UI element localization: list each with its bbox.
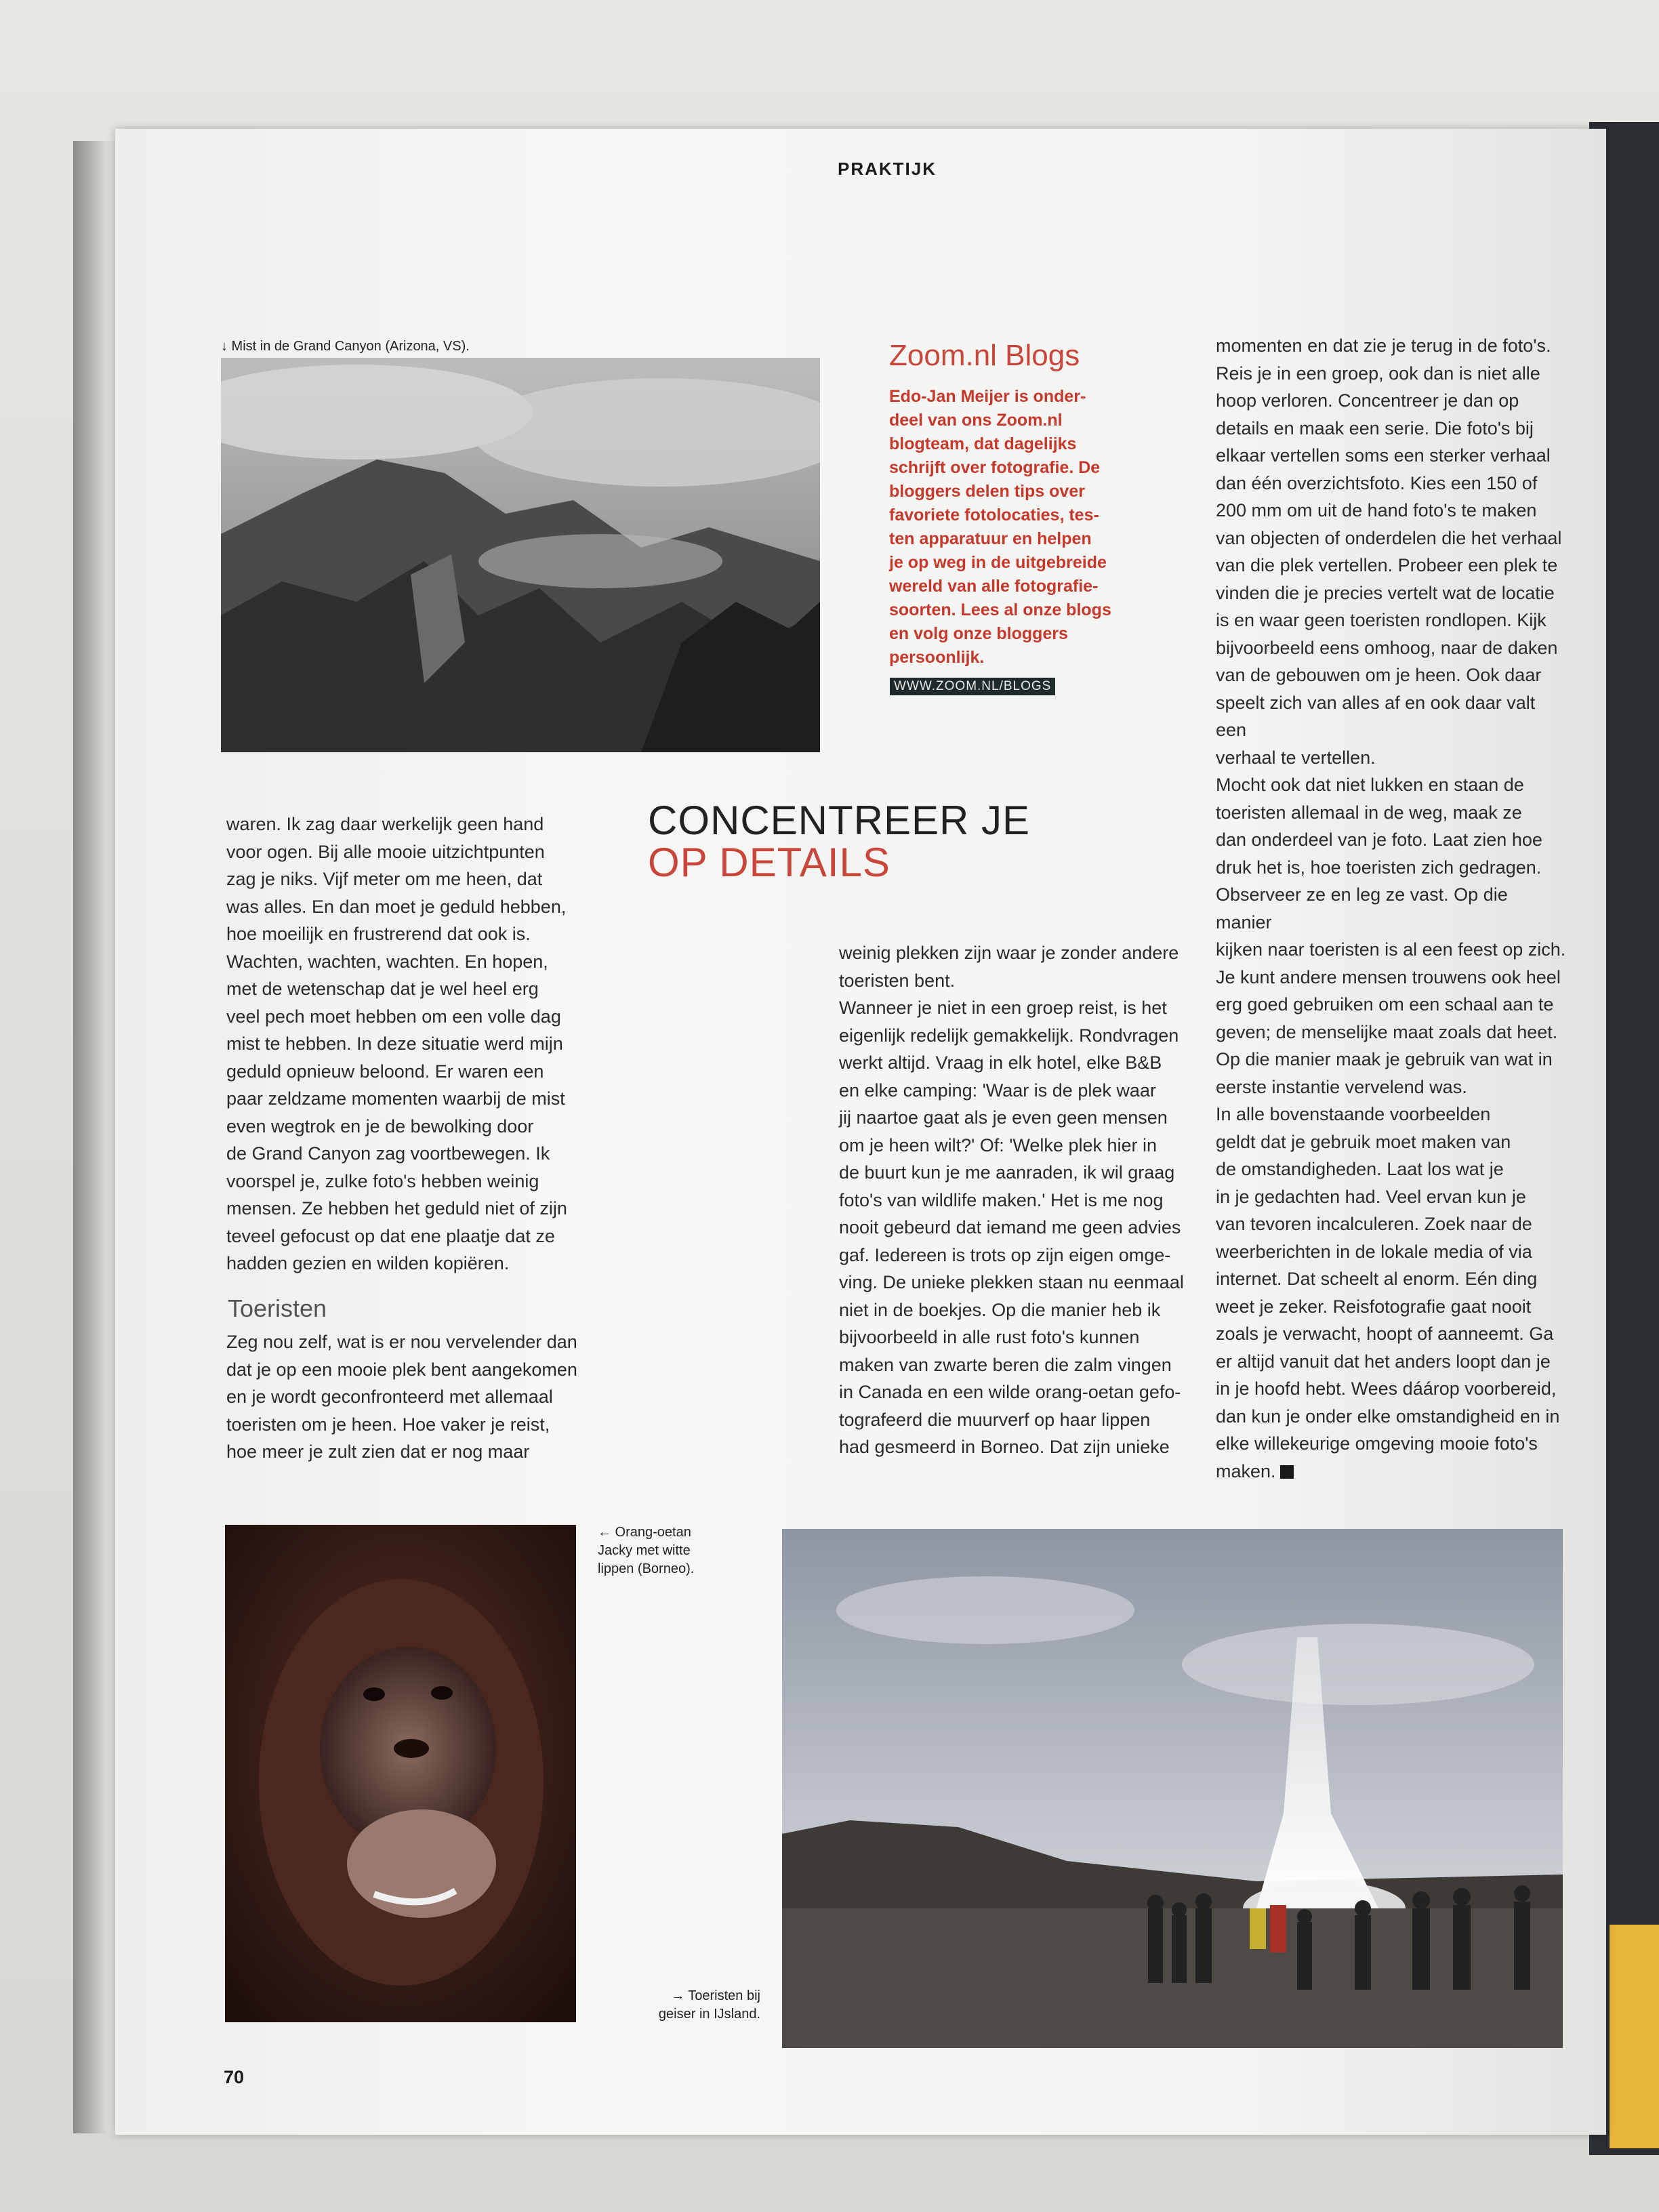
adjacent-magazine-yellow-band: [1610, 1925, 1659, 2148]
text-line: van tevoren incalculeren. Zoek naar de: [1216, 1214, 1532, 1234]
geyser-photo: [782, 1529, 1563, 2048]
blog-box-line: wereld van alle fotografie-: [889, 577, 1099, 596]
text-line: Wanneer je niet in een groep reist, is het: [839, 998, 1167, 1018]
blog-box-line: persoonlijk.: [889, 648, 985, 667]
text-line: ving. De unieke plekken staan nu eenmaal: [839, 1272, 1184, 1292]
text-line: in je hoofd hebt. Wees dáárop voorbereid,: [1216, 1378, 1557, 1399]
orangutan-photo: [225, 1525, 576, 2022]
text-line: bijvoorbeeld eens omhoog, naar de daken: [1216, 637, 1558, 658]
text-line: in je gedachten had. Veel ervan kun je: [1216, 1186, 1526, 1207]
text-line: nooit gebeurd dat iemand me geen advies: [839, 1217, 1181, 1237]
column-left: [226, 811, 606, 1277]
text-line: weinig plekken zijn waar je zonder andere: [839, 943, 1179, 963]
text-line: de omstandigheden. Laat los wat je: [1216, 1159, 1504, 1179]
text-line: dan kun je onder elke omstandigheid en in: [1216, 1406, 1560, 1427]
text-line: waren. Ik zag daar werkelijk geen hand: [226, 814, 544, 834]
text-line: verhaal te vertellen.: [1216, 747, 1376, 768]
grand-canyon-caption: ↓ Mist in de Grand Canyon (Arizona, VS).: [221, 339, 470, 354]
text-line: werkt altijd. Vraag in elk hotel, elke B&B: [839, 1052, 1162, 1073]
blog-box-line: ten apparatuur en helpen: [889, 529, 1092, 548]
column-middle: [839, 939, 1218, 1461]
text-line: 200 mm om uit de hand foto's te maken: [1216, 500, 1537, 520]
text-line: paar zeldzame momenten waarbij de mist: [226, 1088, 565, 1109]
blog-box-line: je op weg in de uitgebreide: [889, 553, 1107, 572]
grand-canyon-photo: [221, 358, 820, 752]
text-line: hoop verloren. Concentreer je dan op: [1216, 390, 1519, 411]
text-line: teveel gefocust op dat ene plaatje dat ze: [226, 1225, 555, 1246]
text-line: elke willekeurige omgeving mooie foto's: [1216, 1433, 1538, 1454]
text-line: toeristen allemaal in de weg, maak ze: [1216, 802, 1522, 823]
text-line-end: maken.: [1216, 1460, 1276, 1481]
text-line: zoals je verwacht, hoopt of aanneemt. Ga: [1216, 1324, 1554, 1344]
section-label: PRAKTIJK: [838, 159, 937, 179]
end-of-article-mark: [1280, 1465, 1294, 1479]
text-line: weerberichten in de lokale media of via: [1216, 1241, 1532, 1262]
page-number: 70: [224, 2067, 245, 2087]
blog-box-line: en volg onze bloggers: [889, 624, 1068, 643]
text-line: elkaar vertellen soms een sterker verhaal: [1216, 445, 1551, 466]
blog-box-line: blogteam, dat dagelijks: [889, 434, 1077, 453]
text-line: dat je op een mooie plek bent aangekomen: [226, 1359, 577, 1380]
text-line: vinden die je precies vertelt wat de locatie: [1216, 582, 1555, 603]
text-line: Zeg nou zelf, wat is er nou vervelender dan: [226, 1332, 577, 1352]
article-headline: [648, 800, 1030, 884]
headline-line-1: CONCENTREER JE: [648, 798, 1031, 843]
text-line: jij naartoe gaat als je even geen mensen: [839, 1107, 1168, 1128]
text-line: niet in de boekjes. Op die manier heb ik: [839, 1299, 1161, 1320]
text-line: en je wordt geconfronteerd met allemaal: [226, 1387, 553, 1407]
text-line: veel pech moet hebben om een volle dag: [226, 1006, 561, 1027]
text-line: hoe moeilijk en frustrerend dat ook is.: [226, 924, 531, 944]
text-line: voorspel je, zulke foto's hebben weinig: [226, 1170, 539, 1191]
text-line: Je kunt andere mensen trouwens ook heel: [1216, 966, 1561, 987]
text-line: in Canada en een wilde orang-oetan gefo-: [839, 1382, 1181, 1402]
blog-box-line: soorten. Lees al onze blogs: [889, 600, 1111, 619]
text-line: Reis je in een groep, ook dan is niet alle: [1216, 363, 1540, 384]
text-line: In alle bovenstaande voorbeelden: [1216, 1104, 1491, 1124]
text-line: speelt zich van alles af en ook daar valt een: [1216, 692, 1536, 740]
column-right: [1216, 332, 1568, 1485]
caption-line: → Toeristen bij: [671, 1988, 760, 2003]
text-line: de buurt kun je me aanraden, ik wil graag: [839, 1162, 1175, 1183]
text-line: erg goed gebruiken om een schaal aan te: [1216, 994, 1554, 1015]
column-left-2: [226, 1328, 606, 1466]
text-line: de Grand Canyon zag voortbewegen. Ik: [226, 1143, 550, 1164]
text-line: internet. Dat scheelt al enorm. Eén ding: [1216, 1269, 1538, 1289]
text-line: tografeerd die muurverf op haar lippen: [839, 1409, 1151, 1430]
subhead-toeristen: Toeristen: [228, 1294, 327, 1322]
blog-box-line: bloggers delen tips over: [889, 482, 1085, 501]
text-line: had gesmeerd in Borneo. Dat zijn unieke: [839, 1437, 1170, 1457]
text-line: eerste instantie vervelend was.: [1216, 1076, 1467, 1097]
geyser-caption: [645, 1987, 760, 2024]
text-line: geldt dat je gebruik moet maken van: [1216, 1131, 1511, 1152]
text-line: dan onderdeel van je foto. Laat zien hoe: [1216, 830, 1542, 850]
text-line: om je heen wilt?' Of: 'Welke plek hier in: [839, 1134, 1158, 1155]
text-line: bijvoorbeeld in alle rust foto's kunnen: [839, 1327, 1140, 1347]
text-line: met de wetenschap dat je wel heel erg: [226, 979, 539, 999]
text-line: er altijd vanuit dat het anders loopt dan je: [1216, 1351, 1551, 1372]
blog-box-line: Edo-Jan Meijer is onder-: [889, 387, 1086, 406]
caption-line: Jacky met witte: [598, 1543, 691, 1558]
caption-line: ← Orang-oetan: [598, 1525, 691, 1540]
text-line: en elke camping: 'Waar is de plek waar: [839, 1080, 1156, 1101]
text-line: Op die manier maak je gebruik van wat in: [1216, 1049, 1553, 1069]
text-line: even wegtrok en je de bewolking door: [226, 1115, 534, 1136]
text-line: details en maak een serie. Die foto's bij: [1216, 417, 1534, 438]
text-line: geduld opnieuw beloond. Er waren een: [226, 1061, 544, 1082]
caption-line: lippen (Borneo).: [598, 1561, 695, 1576]
headline-line-2: OP DETAILS: [648, 840, 890, 885]
text-line: van objecten of onderdelen die het verhaal: [1216, 527, 1562, 548]
text-line: druk het is, hoe toeristen zich gedragen.: [1216, 857, 1542, 878]
text-line: toeristen bent.: [839, 970, 956, 991]
blog-box-body: [889, 385, 1140, 670]
text-line: geven; de menselijke maat zoals dat heet.: [1216, 1021, 1558, 1042]
blog-box-line: favoriete fotolocaties, tes-: [889, 506, 1099, 525]
caption-line: geiser in IJsland.: [658, 2007, 760, 2022]
text-line: maken van zwarte beren die zalm vingen: [839, 1354, 1172, 1375]
text-line: mensen. Ze hebben het geduld niet of zijn: [226, 1198, 567, 1218]
blog-box-line: schrijft over fotografie. De: [889, 458, 1101, 477]
text-line: momenten en dat zie je terug in de foto's.: [1216, 335, 1551, 356]
text-line: weet je zeker. Reisfotografie gaat nooit: [1216, 1296, 1532, 1317]
text-line: was alles. En dan moet je geduld hebben,: [226, 896, 567, 917]
text-line: dan één overzichtsfoto. Kies een 150 of: [1216, 472, 1538, 493]
text-line: Mocht ook dat niet lukken en staan de: [1216, 775, 1524, 795]
text-line: zag je niks. Vijf meter om me heen, dat: [226, 869, 543, 889]
text-line: voor ogen. Bij alle mooie uitzichtpunten: [226, 841, 545, 862]
text-line: foto's van wildlife maken.' Het is me nog: [839, 1189, 1164, 1210]
text-line: hoe meer je zult zien dat er nog maar: [226, 1441, 530, 1462]
text-line: eigenlijk redelijk gemakkelijk. Rondvragen: [839, 1025, 1179, 1046]
text-line: Wachten, wachten, wachten. En hopen,: [226, 951, 548, 972]
orangutan-caption: [598, 1523, 694, 1578]
text-line: gaf. Iedereen is trots op zijn eigen omge-: [839, 1244, 1171, 1265]
text-line: mist te hebben. In deze situatie werd mijn: [226, 1033, 563, 1054]
text-line: is en waar geen toeristen rondlopen. Kijk: [1216, 610, 1547, 630]
text-line: kijken naar toeristen is al een feest op zich.: [1216, 939, 1566, 960]
blog-box-line: deel van ons Zoom.nl: [889, 411, 1063, 430]
text-line: van de gebouwen om je heen. Ook daar: [1216, 665, 1542, 685]
text-line: van die plek vertellen. Probeer een plek te: [1216, 555, 1558, 575]
text-line: [1216, 1458, 1568, 1486]
blog-box-title: Zoom.nl Blogs: [889, 339, 1080, 372]
text-line: Observeer ze en leg ze vast. Op die manier: [1216, 884, 1508, 933]
text-line: hadden gezien en wilden kopiëren.: [226, 1253, 510, 1273]
blog-url-link[interactable]: WWW.ZOOM.NL/BLOGS: [890, 678, 1055, 695]
text-line: toeristen om je heen. Hoe vaker je reist,: [226, 1414, 550, 1435]
